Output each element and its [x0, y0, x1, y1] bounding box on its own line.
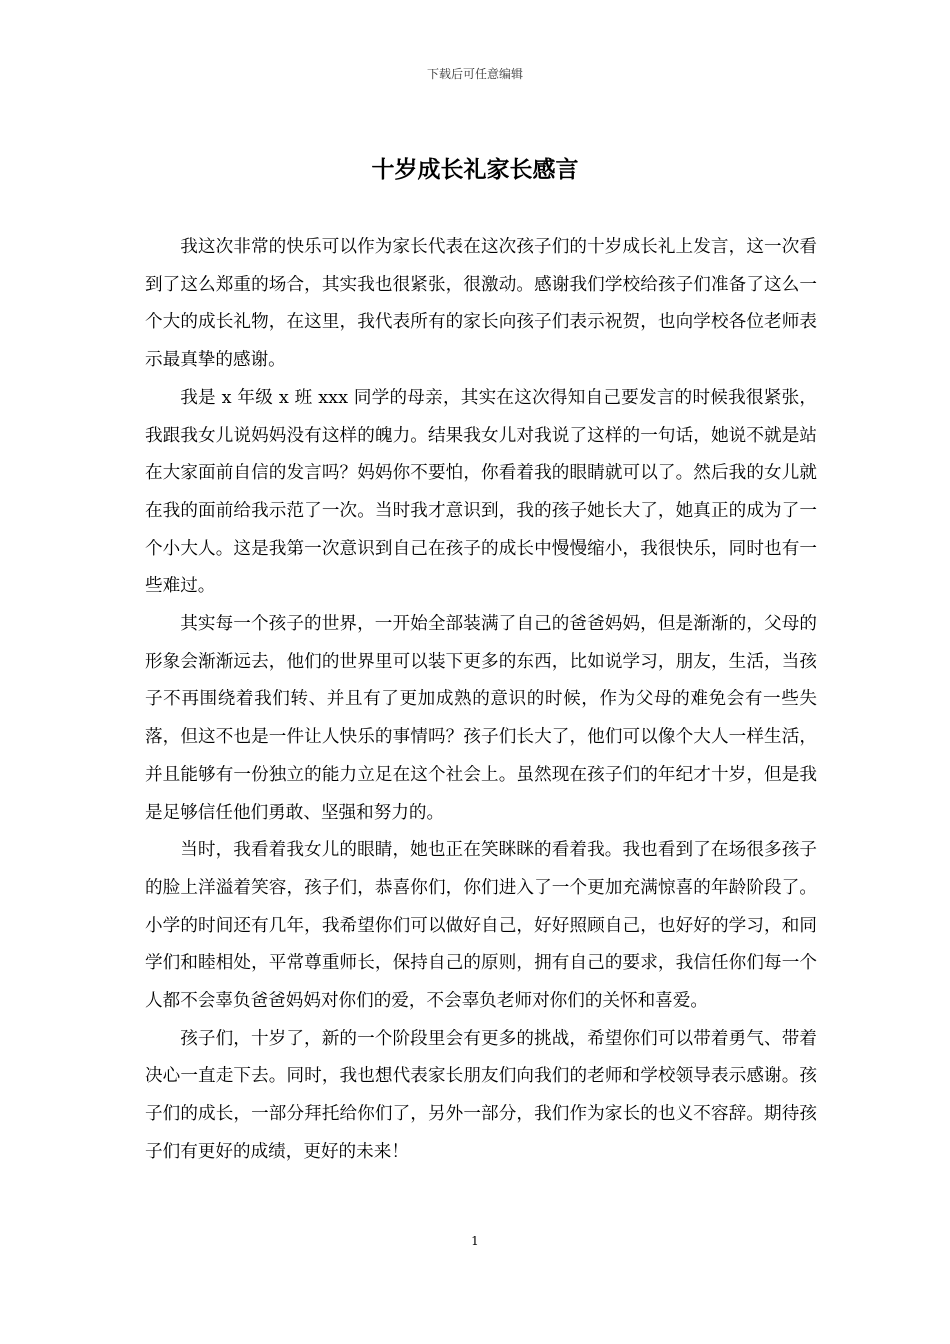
- header-note: 下载后可任意编辑: [426, 67, 523, 81]
- page-number: 1: [471, 1234, 479, 1248]
- paragraph-4: 当时，我看着我女儿的眼睛，她也正在笑眯眯的看着我。我也看到了在场很多孩子的脸上洋溢着笑容，孩子们，恭喜你们，你们进入了一个更加充满惊喜的年龄阶段了。小学的时间还有几年，我希望你们可以做好自己，好好照顾自己，也好好的学习，和同学们和睦相处，平常尊重师长，保持自己的原则，拥有自己的要求，我信任你们每一个人都不会辜负爸爸妈妈对你们的爱，不会辜负老师对你们的关怀和喜爱。: [145, 840, 817, 1012]
- paragraph-2: 我是 x 年级 x 班 xxx 同学的母亲，其实在这次得知自己要发言的时候我很紧张，我跟我女儿说妈妈没有这样的魄力。结果我女儿对我说了这样的一句话，她说不就是站在大家面前自信的发言吗？妈妈你不要怕，你看着我的眼睛就可以了。然后我的女儿就在我的面前给我示范了一次。当时我才意识到，我的孩子她长大了，她真正的成为了一个小大人。这是我第一次意识到自己在孩子的成长中慢慢缩小，我很快乐，同时也有一些难过。: [145, 387, 817, 597]
- paragraph-5: 孩子们，十岁了，新的一个阶段里会有更多的挑战，希望你们可以带着勇气、带着决心一直走下去。同时，我也想代表家长朋友们向我们的老师和学校领导表示感谢。孩子们的成长，一部分拜托给你们了，另外一部分，我们作为家长的也义不容辞。期待孩子们有更好的成绩，更好的未来！: [145, 1028, 817, 1162]
- paragraph-3: 其实每一个孩子的世界，一开始全部装满了自己的爸爸妈妈，但是渐渐的，父母的形象会渐渐远去，他们的世界里可以装下更多的东西，比如说学习，朋友，生活，当孩子不再围绕着我们转、并且有了更加成熟的意识的时候，作为父母的难免会有一些失落，但这不也是一件让人快乐的事情吗？孩子们长大了，他们可以像个大人一样生活，并且能够有一份独立的能力立足在这个社会上。虽然现在孩子们的年纪才十岁，但是我是足够信任他们勇敢、坚强和努力的。: [145, 614, 817, 823]
- paragraph-1: 我这次非常的快乐可以作为家长代表在这次孩子们的十岁成长礼上发言，这一次看到了这么郑重的场合，其实我也很紧张，很激动。感谢我们学校给孩子们准备了这么一个大的成长礼物，在这里，我代表所有的家长向孩子们表示祝贺，也向学校各位老师表示最真挚的感谢。: [145, 237, 817, 371]
- document-title: 十岁成长礼家长感言: [371, 157, 579, 183]
- document-body: [145, 229, 817, 1172]
